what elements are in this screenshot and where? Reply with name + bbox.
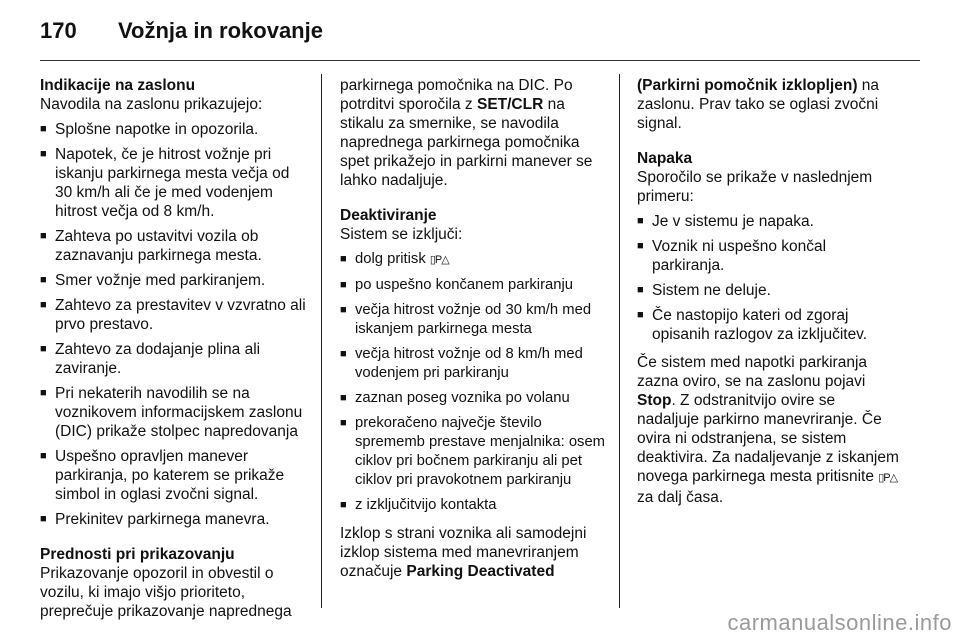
- list-item: ■ prekoračeno največje število sprememb prestave menjalnika: osem ciklov pri bočnem parkiranju ali pet ciklov pri pravokotnem parkiranju: [340, 414, 606, 490]
- list-item: ■ Prekinitev parkirnega manevra.: [40, 510, 310, 529]
- list-item: ■ Zahtevo za prestavitev v vzvratno ali prvo prestavo.: [40, 296, 310, 334]
- paragraph: [340, 524, 606, 581]
- column-2: [340, 76, 606, 581]
- list-item: ■ Je v sistemu je napaka.: [637, 212, 899, 231]
- list-item: ■ Sistem ne deluje.: [637, 281, 899, 300]
- section-heading: Napaka: [637, 150, 693, 167]
- text-run: na zaslonu. Prav tako se oglasi zvočni signal.: [637, 77, 880, 132]
- display-message: Stop: [637, 392, 672, 409]
- text-run: dolg pritisk: [355, 251, 426, 267]
- parking-assist-icon: ▯P△: [429, 254, 449, 266]
- list-item: ■ večja hitrost vožnje od 8 km/h med vodenjem pri parkiranju: [340, 345, 606, 383]
- page-number: 170: [40, 18, 77, 43]
- display-message: (Parkirni pomočnik izklopljen): [637, 77, 858, 94]
- column-3: [637, 76, 899, 507]
- text-run: za dalj časa.: [637, 489, 724, 506]
- control-name: SET/CLR: [476, 96, 544, 113]
- watermark: carmanualsonline.info: [727, 610, 952, 635]
- paragraph: [637, 76, 899, 133]
- bullet-list: [637, 212, 899, 344]
- list-item: ■ Smer vožnje med parkiranjem.: [40, 271, 310, 290]
- text-run: Izklop s strani voznika ali samodejni izklop sistema med manevriranjem označuje: [340, 525, 587, 580]
- column-1: [40, 76, 310, 621]
- text-run: parkirnega pomočnika na DIC. Po potrditvi sporočila z: [340, 77, 573, 113]
- list-item: ■ Zahteva po ustavitvi vozila ob zaznavanju parkirnega mesta.: [40, 227, 310, 265]
- header-rule: [40, 60, 920, 61]
- column-divider: [619, 74, 620, 608]
- paragraph: [637, 353, 899, 507]
- section-heading: Indikacije na zaslonu: [40, 77, 196, 94]
- page-title: Vožnja in rokovanje: [118, 18, 323, 43]
- bullet-list: [40, 120, 310, 529]
- page-header: [0, 0, 960, 62]
- section-intro: Sistem se izključi:: [340, 226, 463, 243]
- list-item: ■ po uspešno končanem parkiranju: [340, 276, 606, 295]
- bullet-list: [340, 250, 606, 515]
- text-run: Če sistem med napotki parkiranja zazna oviro, se na zaslonu pojavi: [637, 354, 868, 390]
- paragraph: [340, 76, 606, 190]
- list-item: ■ zaznan poseg voznika po volanu: [340, 389, 606, 408]
- list-item: ■ Pri nekaterih navodilih se na voznikovem informacijskem zaslonu (DIC) prikaže stolpec napredovanja: [40, 384, 310, 441]
- paragraph: Prikazovanje opozoril in obvestil o vozilu, ki imajo višjo prioriteto, preprečuje prikazovanje naprednega: [40, 565, 292, 620]
- list-item: ■ Splošne napotke in opozorila.: [40, 120, 310, 139]
- text-run: na stikalu za smernike, se navodila naprednega parkirnega pomočnika spet prikažejo in parkirni manever se lahko nadaljuje.: [340, 96, 593, 189]
- column-divider: [321, 74, 322, 608]
- list-item: ■ Voznik ni uspešno končal parkiranja.: [637, 237, 899, 275]
- list-item: ■ Uspešno opravljen manever parkiranja, po katerem se prikaže simbol in oglasi zvočni signal.: [40, 447, 310, 504]
- list-item: ■ večja hitrost vožnje od 30 km/h med iskanjem parkirnega mesta: [340, 301, 606, 339]
- list-item: ■ z izključitvijo kontakta: [340, 496, 606, 515]
- section-intro: Sporočilo se prikaže v naslednjem primeru:: [637, 169, 873, 205]
- text-run: . Z odstranitvijo ovire se nadaljuje parkirno manevriranje. Če ovira ni odstranjena, se sistem deaktivira. Za nadaljevanje z iskanjem novega parkirnega mesta pritisnite: [637, 392, 899, 485]
- list-item: [340, 250, 606, 270]
- list-item: ■ Če nastopijo kateri od zgoraj opisanih razlogov za izključitev.: [637, 306, 899, 344]
- list-item: ■ Zahtevo za dodajanje plina ali zaviranje.: [40, 340, 310, 378]
- section-heading: Prednosti pri prikazovanju: [40, 546, 235, 563]
- display-message: Parking Deactivated: [406, 563, 555, 580]
- section-heading: Deaktiviranje: [340, 207, 437, 224]
- parking-assist-icon: ▯P△: [878, 472, 898, 484]
- section-intro: Navodila na zaslonu prikazujejo:: [40, 96, 263, 113]
- list-item: ■ Napotek, če je hitrost vožnje pri iskanju parkirnega mesta večja od 30 km/h ali če je med vodenjem hitrost večja od 8 km/h.: [40, 145, 310, 221]
